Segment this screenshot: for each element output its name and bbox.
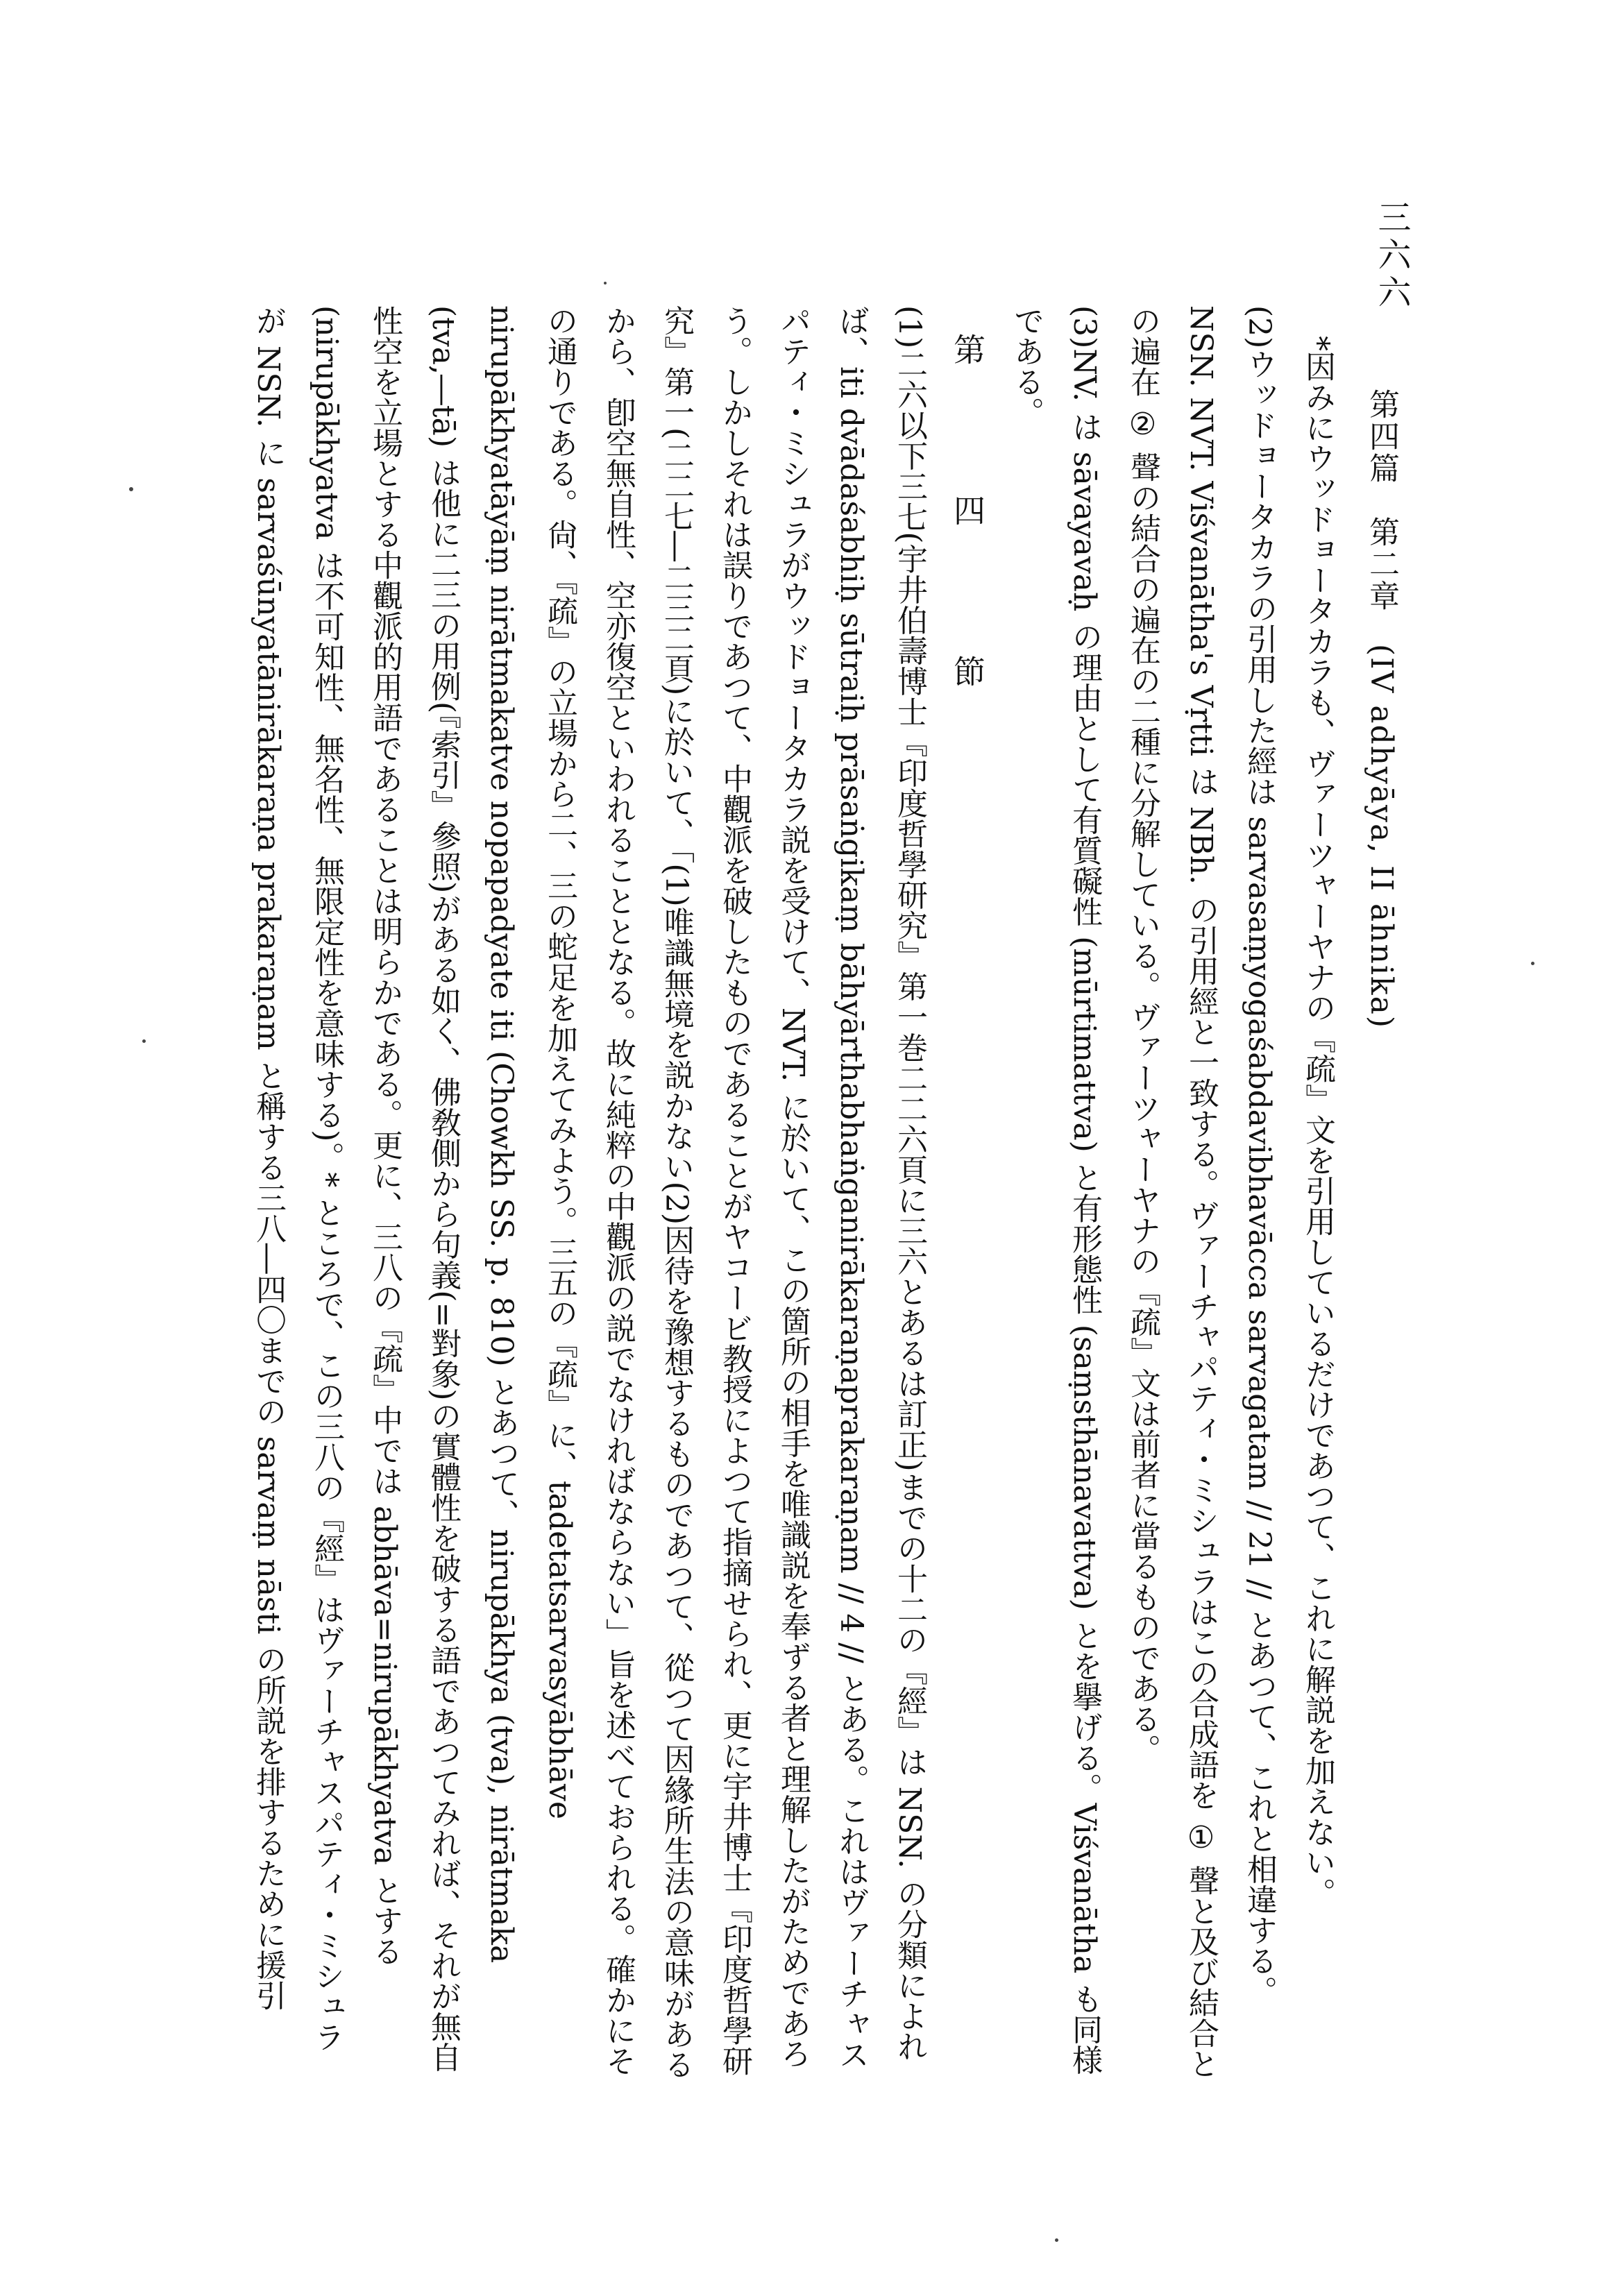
vertical-body-text <box>222 305 1346 2082</box>
body-paragraph: (2)ウッドョータカラの引用した經は sarvasaṃyogaśabdavibhavācca sarvagatam // 21 // とあつて、これと相違する。NSN. NVT. Viśvanātha's Vṛtti は NBh. の引用經と一致する。ヴァーチャパティ・ミシュラはこの合成語を ① 聲と及び結合との遍在 ② 聲の結合の遍在の二種に分解している。ヴァーツャーヤナの『疏』文は前者に當るものである。 <box>1125 305 1277 2079</box>
scan-speck <box>604 282 607 284</box>
scan-speck <box>129 487 133 491</box>
body-paragraph: (3)NV. は sāvayavaḥ の理由として有質礙性 (mūrtimattva) と有形態性 (saṃsthānavattva) とを擧げる。Viśvanātha も同様である。 <box>1008 305 1102 2075</box>
body-paragraph: (1)二六以下三七(宇井伯壽博士『印度哲學研究』第一巻二二六頁に三六とあるは訂正)までの十二の『經』は NSN. の分類によれば、iti dvādaśabhiḥ sūtraiḥ prāsaṅgikaṃ bāhyārthabhaṅganirākaraṇaprakaraṇam // 4 // とある。これはヴァーチャスパティ・ミシュラがウッドョータカラ説を受けて、NVT. に於いて、この箇所の相手を唯識説を奉ずる者と理解したがためであろう。しかしそれは誤りであつて、中觀派を破したものであることがヤコービ教授によつて指摘せられ、更に宇井博士『印度哲學研究』第一(二二七―二三二頁)に於いて、「(1)唯識無境を説かない(2)因待を豫想するものであつて、從つて因緣所生法の意味があるから、卽空無自性、空亦復空といわれることとなる。故に純粹の中觀派の説でなければならない」旨を述べておられる。確かにその通りである。尙、『疏』の立場から二、三の蛇足を加えてみよう。三五の『疏』に、tadetatsarvasyābhāve nirupākhyatāyāṃ nirātmakatve nopapadyate iti (Chowkh SS. p. 810) とあつて、nirupākhya (tva), nirātmaka (tva,―tā) は他に二三の用例(『索引』參照)がある如く、佛敎側から句義(=對象)の實體性を破する語であつてみれば、それが無自性空を立場とする中觀派的用語であることは明らかである。更に、三八の『疏』中では abhāva=nirupākhyatva とする (nirupākhyatva は不可知性、無名性、無限定性を意味する)。* ところで、この三八の『經』はヴァーチャスパティ・ミシュラが NSN. に sarvaśūnyatānirākaraṇa prakaraṇam と稱する三八―四〇までの sarvaṃ nāsti の所説を排するために援引 <box>251 305 927 2080</box>
section-heading: 第 四 節 <box>949 333 986 735</box>
running-head: 第四篇 第二章 (IV adhyāya, II āhnika) <box>1364 389 1399 1029</box>
page-number: 三六六 <box>1372 200 1411 312</box>
scan-speck <box>142 1039 146 1043</box>
scan-speck <box>1531 962 1534 965</box>
body-paragraph: *因みにウッドョータカラも、ヴァーツャーヤナの『疏』文を引用しているだけであつて、これに解説を加えない。 <box>1300 336 1335 1908</box>
scan-speck <box>1055 2238 1058 2242</box>
